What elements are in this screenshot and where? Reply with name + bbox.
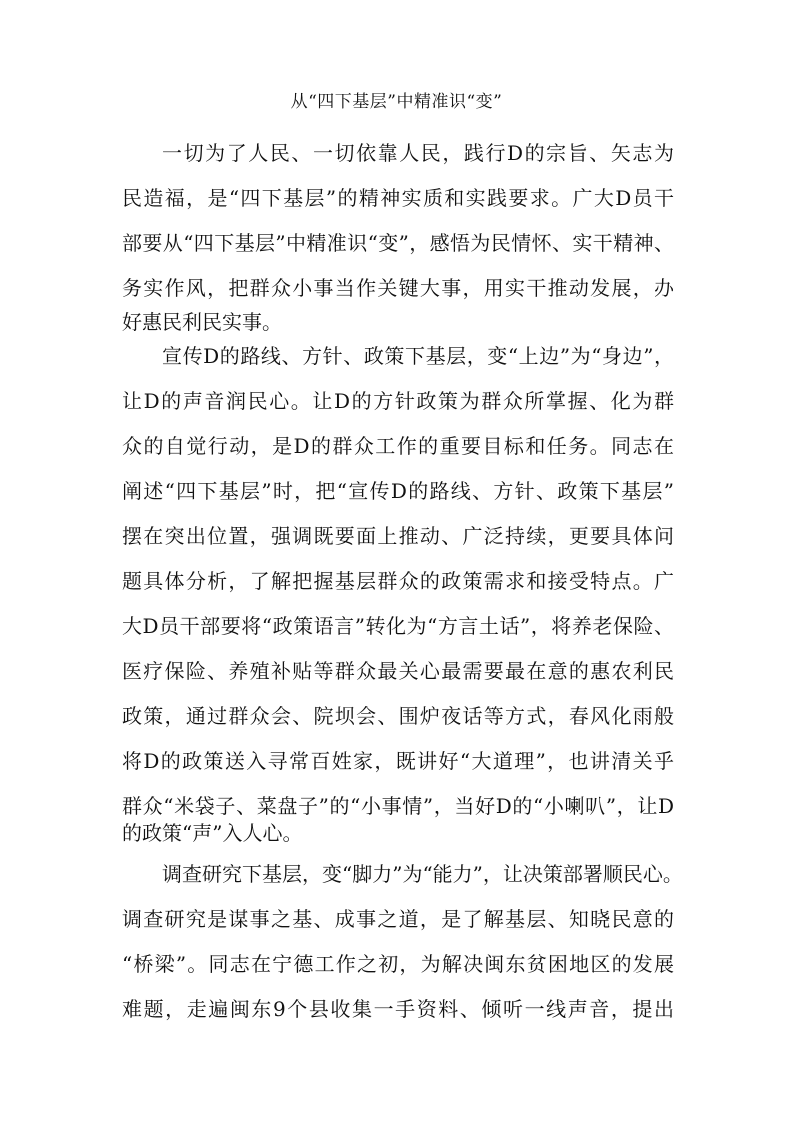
paragraph-line: 调查研究是谋事之基、成事之道，是了解基层、知晓民意的 [122,907,674,931]
paragraph-line: 调查研究下基层，变“脚力”为“能力”，让决策部署顺民心。 [162,862,683,886]
paragraph-line: 务实作风，把群众小事当作关键大事，用实干推动发展，办 [122,276,674,300]
paragraph-line: 民造福，是“四下基层”的精神实质和实践要求。广大D员干 [122,186,674,210]
paragraph-line: 的政策“声”入人心。 [122,821,303,845]
paragraph-line: 难题，走遍闽东9个县收集一手资料、倾听一线声音，提出 [122,997,674,1021]
paragraph-line: 题具体分析，了解把握基层群众的政策需求和接受特点。广 [122,569,674,593]
paragraph-line: 群众“米袋子、菜盘子”的“小事情”，当好D的“小喇叭”，让D [122,794,674,818]
paragraph-line: 政策，通过群众会、院坝会、围炉夜话等方式，春风化雨般 [122,704,674,728]
paragraph-line: 摆在突出位置，强调既要面上推动、广泛持续，更要具体问 [122,524,674,548]
paragraph-line: 医疗保险、养殖补贴等群众最关心最需要最在意的惠农利民 [122,659,674,683]
paragraph-line: 阐述“四下基层”时，把“宣传D的路线、方针、政策下基层” [122,479,674,503]
paragraph-line: 将D的政策送入寻常百姓家，既讲好“大道理”，也讲清关乎 [122,749,674,773]
paragraph-line: 好惠民利民实事。 [122,310,282,334]
paragraph-line: 众的自觉行动，是D的群众工作的重要目标和任务。同志在 [122,434,674,458]
paragraph-line: 大D员干部要将“政策语言”转化为“方言土话”，将养老保险、 [122,614,674,638]
paragraph-line: 让D的声音润民心。让D的方针政策为群众所掌握、化为群 [122,389,674,413]
paragraph-line: “桥梁”。同志在宁德工作之初，为解决闽东贫困地区的发展 [122,952,674,976]
paragraph-line: 部要从“四下基层”中精准识“变”，感悟为民情怀、实干精神、 [122,231,674,255]
paragraph-line: 一切为了人民、一切依靠人民，践行D的宗旨、矢志为 [162,141,674,165]
document-title: 从“四下基层”中精准识“变” [290,92,503,112]
paragraph-line: 宣传D的路线、方针、政策下基层，变“上边”为“身边”， [162,344,674,368]
